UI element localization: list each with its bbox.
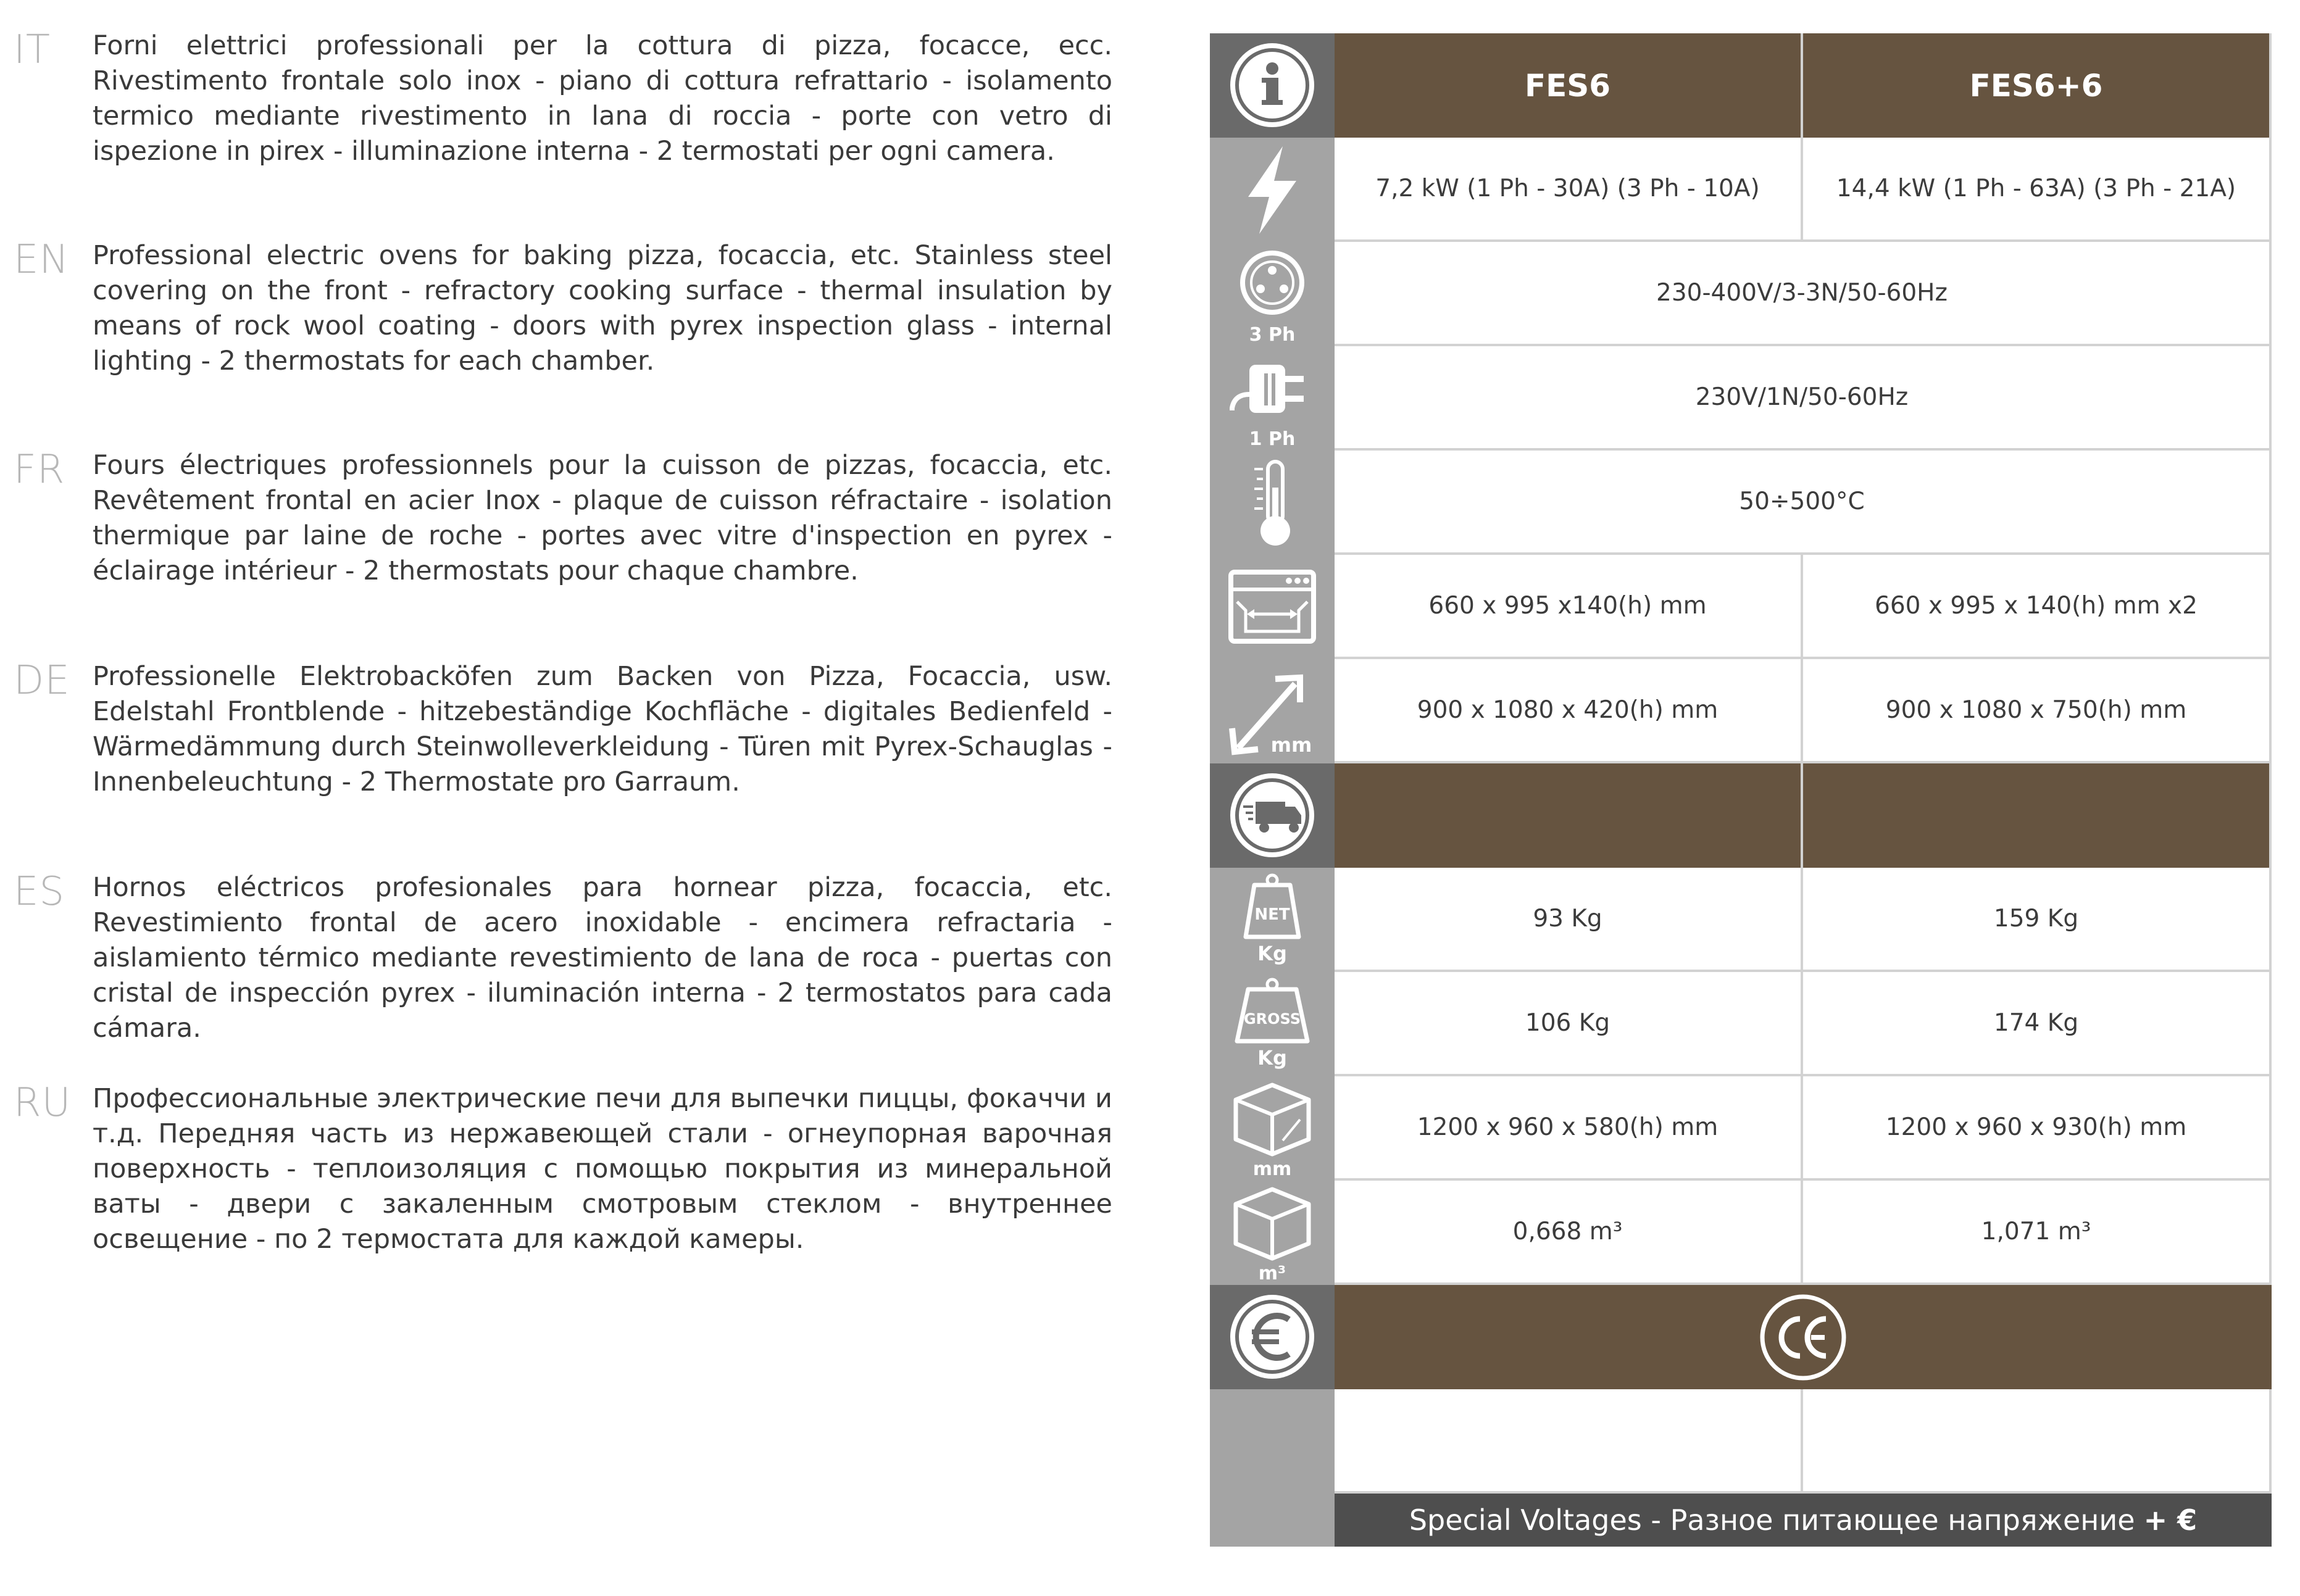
temperature-row xyxy=(1210,451,2272,555)
volume-fes6: 0,668 m³ xyxy=(1335,1181,1803,1285)
ce-mark-cell xyxy=(1335,1285,2272,1389)
specification-table xyxy=(1210,33,2272,1547)
price-header-row xyxy=(1210,1285,2272,1389)
gross-badge: GROSS xyxy=(1243,1010,1301,1028)
shipping-header-row xyxy=(1210,763,2272,868)
net-weight-fes6: 93 Kg xyxy=(1335,868,1803,972)
description-text: Hornos eléctricos profesionales para hornear pizza, focaccia, etc. Revestimiento frontal de acero inoxidable - encimera refractaria - aislamiento térmico mediante revestimiento de lana de roca - puertas con cristal de inspección pyrex - iluminación interna - 2 termostatos para cada cámara. xyxy=(93,872,1112,1044)
package-dimensions-fes6-6: 1200 x 960 x 930(h) mm xyxy=(1803,1076,2272,1181)
oven-chamber-icon xyxy=(1210,555,1335,659)
net-weight-icon xyxy=(1210,868,1335,972)
language-code: FR xyxy=(14,447,65,493)
package-volume-icon xyxy=(1210,1181,1335,1285)
dimensions-arrow-icon xyxy=(1210,659,1335,763)
price-row xyxy=(1210,1389,2272,1494)
ce-mark-icon xyxy=(1757,1291,1849,1384)
special-voltages-note xyxy=(1335,1494,2272,1547)
gross-weight-fes6: 106 Kg xyxy=(1335,972,1803,1076)
dimensions-fes6: 900 x 1080 x 420(h) mm xyxy=(1335,659,1803,763)
gross-weight-icon xyxy=(1210,972,1335,1076)
model-header-fes6 xyxy=(1335,33,1803,138)
dimensions-fes6-6: 900 x 1080 x 750(h) mm xyxy=(1803,659,2272,763)
net-unit: Kg xyxy=(1257,942,1287,965)
three-phase-row xyxy=(1210,242,2272,346)
footer-row xyxy=(1210,1494,2272,1547)
chamber-fes6-6: 660 x 995 x 140(h) mm x2 xyxy=(1803,555,2272,659)
gross-unit: Kg xyxy=(1257,1046,1287,1070)
header-row xyxy=(1210,33,2272,138)
single-phase-voltage: 230V/1N/50-60Hz xyxy=(1335,346,2272,451)
description-text: Professional electric ovens for baking pizza, focaccia, etc. Stainless steel covering on the front - refractory cooking surface - thermal insulation by means of rock wool coating - doors with pyrex inspection glass - internal lighting - 2 thermostats for each chamber. xyxy=(93,240,1112,376)
volume-label: m³ xyxy=(1258,1263,1286,1284)
language-code: ES xyxy=(14,869,65,915)
single-phase-row xyxy=(1210,346,2272,451)
description-text: Fours électriques professionnels pour la cuisson de pizzas, focaccia, etc. Revêtement frontal en acier Inox - plaque de cuisson réfractaire - isolation thermique par laine de roche - portes avec vitre d'inspection en pyrex - éclairage intérieur - 2 thermostats pour chaque chambre. xyxy=(93,450,1112,586)
info-icon xyxy=(1210,33,1335,138)
model-name: FES6+6 xyxy=(1969,67,2103,104)
language-code: DE xyxy=(14,658,70,704)
package-dimensions-row xyxy=(1210,1076,2272,1181)
net-weight-fes6-6: 159 Kg xyxy=(1803,868,2272,972)
chamber-row xyxy=(1210,555,2272,659)
power-row xyxy=(1210,138,2272,242)
net-badge: NET xyxy=(1254,905,1290,924)
language-code: EN xyxy=(14,237,70,283)
language-code: IT xyxy=(14,27,51,73)
three-phase-voltage: 230-400V/3-3N/50-60Hz xyxy=(1335,242,2272,346)
price-icon-cell xyxy=(1210,1389,1335,1494)
footer-icon-cell xyxy=(1210,1494,1335,1547)
power-fes6-6: 14,4 kW (1 Ph - 63A) (3 Ph - 21A) xyxy=(1803,138,2272,242)
price-fes6 xyxy=(1335,1389,1803,1494)
package-label: mm xyxy=(1252,1158,1292,1180)
single-phase-plug-icon xyxy=(1210,346,1335,451)
gross-weight-row xyxy=(1210,972,2272,1076)
volume-fes6-6: 1,071 m³ xyxy=(1803,1181,2272,1285)
dimensions-label: mm xyxy=(1270,733,1312,757)
language-code: RU xyxy=(14,1080,72,1126)
net-weight-row xyxy=(1210,868,2272,972)
gross-weight-fes6-6: 174 Kg xyxy=(1803,972,2272,1076)
delivery-truck-icon xyxy=(1210,763,1335,868)
description-text: Professionelle Elektrobacköfen zum Backen von Pizza, Focaccia, usw. Edelstahl Frontblende - hitzebeständige Kochfläche - digitales Bedienfeld - Wärmedämmung durch Steinwolleverkleidung - Türen mit Pyrex-Schauglas - Innenbeleuchtung - 2 Thermostate pro Garraum. xyxy=(93,661,1112,797)
shipping-header-cell xyxy=(1335,763,1803,868)
special-voltages-plus: + € xyxy=(2143,1503,2198,1537)
package-box-icon xyxy=(1210,1076,1335,1181)
temperature-range: 50÷500°C xyxy=(1335,451,2272,555)
model-name: FES6 xyxy=(1524,67,1611,104)
description-text: Forni elettrici professionali per la cottura di pizza, focacce, ecc. Rivestimento frontale solo inox - piano di cottura refrattario - isolamento termico mediante rivestimento in lana di roccia - porte con vetro di ispezione in pirex - illuminazione interna - 2 termostati per ogni camera. xyxy=(93,30,1112,167)
three-phase-plug-icon xyxy=(1210,242,1335,346)
package-dimensions-fes6: 1200 x 960 x 580(h) mm xyxy=(1335,1076,1803,1181)
volume-row xyxy=(1210,1181,2272,1285)
chamber-fes6: 660 x 995 x140(h) mm xyxy=(1335,555,1803,659)
three-phase-label: 3 Ph xyxy=(1249,324,1296,346)
single-phase-label: 1 Ph xyxy=(1249,428,1296,450)
power-fes6: 7,2 kW (1 Ph - 30A) (3 Ph - 10A) xyxy=(1335,138,1803,242)
description-text: Профессиональные электрические печи для выпечки пиццы, фокаччи и т.д. Передняя часть из нержавеющей стали - огнеупорная варочная поверхность - теплоизоляция с помощью покрытия из минеральной ваты - двери с закаленным смотровым стеклом - внутреннее освещение - по 2 термостата для каждой камеры. xyxy=(93,1083,1112,1255)
price-fes6-6 xyxy=(1803,1389,2272,1494)
lightning-icon xyxy=(1210,138,1335,242)
euro-icon xyxy=(1210,1285,1335,1389)
thermometer-icon xyxy=(1210,451,1335,555)
special-voltages-text: Special Voltages - Разное питающее напряжение xyxy=(1409,1503,2135,1537)
dimensions-row xyxy=(1210,659,2272,763)
shipping-header-cell xyxy=(1803,763,2272,868)
model-header-fes6-6 xyxy=(1803,33,2272,138)
